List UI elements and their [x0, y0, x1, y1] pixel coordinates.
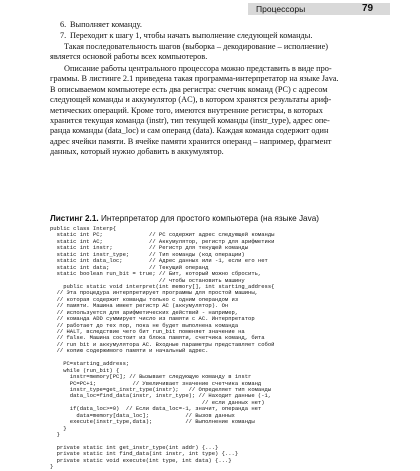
paragraph-1 [50, 42, 372, 63]
code-line: data_loc=find_data(instr, instr_type); // Находит данные (-1, [50, 392, 272, 400]
code-line: // команда ADD суммирует число из памяти с AC. Интерпретатор [50, 315, 255, 323]
chapter-title: Процессоры [256, 4, 306, 14]
code-line: } [50, 463, 54, 471]
paragraph-line: следующей команды и аккумулятор (AC), в котором хранятся результаты ариф- [50, 95, 332, 105]
paragraph-line: адрес ячейки памяти. В ячейке памяти хранится операнд – например, фрагмент [50, 136, 332, 146]
code-line: // памяти. Машина имеет регистр AC (аккумулятор). Он [50, 302, 229, 310]
list-item [60, 31, 372, 41]
code-line: static int instr_type; // Тип команды (код операции) [50, 250, 245, 258]
paragraph-line: Такая последовательность шагов (выборка – декодирование – исполнение) [64, 42, 329, 51]
code-line: static int PC; // PC содержит адрес следующей команды [50, 231, 275, 239]
listing-caption [50, 214, 380, 224]
code-line: // run bit и аккумулятора AC. Входные параметры представляет собой [50, 340, 275, 348]
list-item-text: Переходит к шагу 1, чтобы начать выполнение следующей команды. [70, 31, 313, 40]
code-line: data=memory[data_loc]; // Вызов данных [50, 411, 235, 419]
code-line: // которая содержит команды только с одним операндом из [50, 295, 239, 303]
listing-label: Листинг 2.1. [50, 214, 99, 223]
code-line: instr=memory[PC]; // Вызывает следующую команду в instr [50, 373, 252, 381]
code-line: public class Interp{ [50, 225, 117, 232]
code-line: // Эта процедура интерпретирует программы для простой машины, [50, 289, 258, 297]
code-line: PC=starting_address; [50, 360, 130, 368]
code-line: private static void execute(int type, int data) {...} [50, 456, 232, 464]
paragraph-line: хранится текущая команда (instr), тип текущей команды (instr_type), адрес опе- [50, 116, 330, 126]
code-line: execute(instr_type,data); // Выполнение команды [50, 418, 255, 426]
list-item-number: 7. [60, 31, 67, 40]
code-line: // копию содержимого памяти и начальный адрес. [50, 347, 209, 355]
code-line: while (run_bit) { [50, 366, 120, 374]
code-line: private static int find_data(int instr, int type) {...} [50, 450, 239, 458]
paragraph-line: метических операций. Кроме того, имеются внутренние регистры, в которых [50, 105, 323, 115]
code-line: PC=PC+1; // Увеличивает значение счетчика команд [50, 379, 262, 387]
listing-title: Интерпретатор для простого компьютера (на языке Java) [100, 214, 319, 223]
paragraph-line: является основой работы всех компьютеров. [50, 52, 208, 62]
code-line: static boolean run_bit = true; // Бит, который можно сбросить, [50, 270, 262, 278]
code-line: // работает до тех пор, пока не будет выполнена команда [50, 321, 239, 329]
code-line: // если данных нет) [50, 398, 265, 406]
page-number: 79 [362, 3, 374, 14]
paragraph-line: данных, который нужно добавить в аккумулятор. [50, 147, 224, 157]
code-line: // используется для арифметических действий - например, [50, 308, 239, 316]
code-line: private static int get_instr_type(int addr) {...} [50, 443, 219, 451]
list-item-number: 6. [60, 20, 67, 29]
code-line: static int instr; // Регистр для текущей команды [50, 244, 249, 252]
code-line: } [50, 424, 67, 432]
code-line: // HALT, вследствие чего бит run_bit поменяет значение на [50, 328, 245, 335]
code-listing [50, 226, 380, 471]
code-line: // false. Машина состоит из блока памяти, счетчика команд, бита [50, 334, 265, 342]
list-item-text: Выполняет команду. [70, 20, 142, 29]
code-line: static int data; // Текущий операнд [50, 263, 209, 271]
page-header [0, 0, 420, 20]
code-line: if(data_loc>=0) // Если data_loc=-1, значит, операнда нет [50, 405, 262, 413]
paragraph-line: граммы. В листинге 2.1 приведена такая программа-интерпретатор на языке Java. [50, 74, 339, 84]
paragraph-line: ранда команды (data_loc) и сам операнд (data). Каждая команда содержит один [50, 126, 329, 136]
code-line: static int data_loc; // Адрес данных или -1, если его нет [50, 257, 268, 265]
code-line: instr_type=get_instr_type(instr); // Определяет тип команды [50, 385, 272, 393]
code-line: } [50, 431, 60, 438]
list-item [60, 20, 372, 30]
code-line: // чтобы остановить машину [50, 276, 245, 284]
paragraph-line: Описание работы центрального процессора можно представить в виде про- [64, 64, 332, 73]
code-line: public static void interpret(int memory[], int starting_address{ [50, 282, 275, 290]
paragraph-2 [50, 64, 372, 158]
paragraph-line: В описываемом компьютере есть два регистра: счетчик команд (PC) с адресом [50, 84, 328, 94]
code-line: static int AC; // Аккумулятор, регистр для арифметики [50, 237, 275, 245]
